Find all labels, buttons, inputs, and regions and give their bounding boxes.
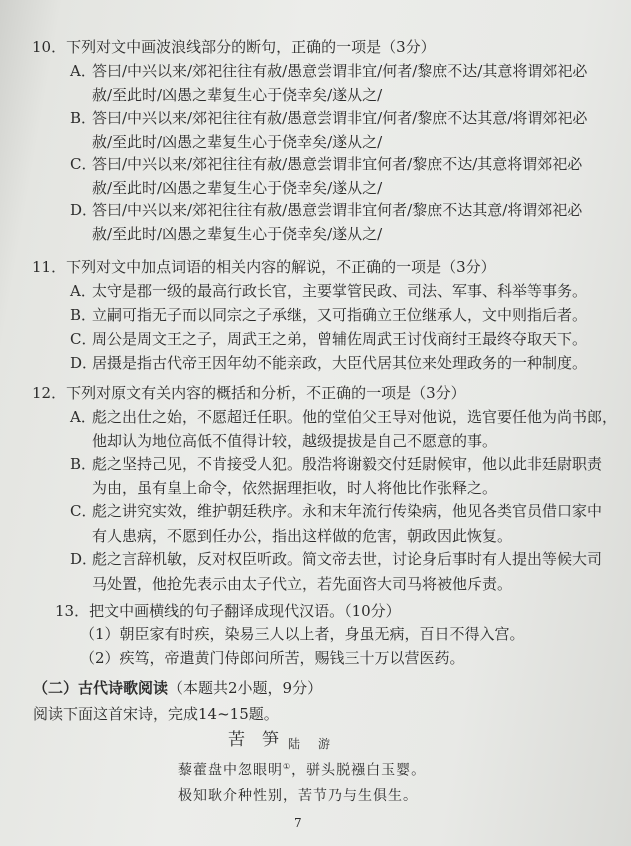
q10-option-b-text: 答曰/中兴以来/郊祀往往有赦/愚意尝谓非宜/何者/黎庶不达其意/将谓郊祀必 xyxy=(92,109,588,127)
q11-option-d-text: 居摄是指古代帝王因年幼不能亲政，大臣代居其位来处理政务的一种制度。 xyxy=(92,354,588,372)
question-12-stem: 12．下列对原文有关内容的概括和分析，不正确的一项是（3分） xyxy=(32,384,466,402)
q11-option-d-label: D． xyxy=(70,354,98,372)
poem-title: 苦 笋 xyxy=(228,730,279,750)
q10-option-b-text-cont: 赦/至此时/凶愚之辈复生心于侥幸矣/遂从之/ xyxy=(92,133,383,151)
q10-option-c-label: C． xyxy=(70,155,97,173)
q11-option-b-text: 立嗣可指无子而以同宗之子承继，又可指确立王位继承人，文中则指后者。 xyxy=(92,306,588,324)
poem-line-1-text-b: ，骈头脱襁白玉婴。 xyxy=(291,762,427,779)
q12-option-d-text: 彪之言辞机敏，反对权臣听政。简文帝去世，讨论身后事时有人提出等候大司 xyxy=(92,550,603,568)
poem-line-2: 极知耿介种性别，苦节乃与生俱生。 xyxy=(178,788,418,804)
q12-option-a-label: A． xyxy=(70,408,96,426)
q12-option-c-text: 彪之讲究实效，维护朝廷秩序。永和末年流行传染病，他见各类官员借口家中 xyxy=(92,502,603,520)
q10-option-d-text: 答曰/中兴以来/郊祀往往有赦/愚意尝谓非宜何者/黎庶不达其意/将谓郊祀必 xyxy=(92,201,583,219)
question-13-stem: 13．把文中画横线的句子翻译成现代汉语。（10分） xyxy=(55,602,401,620)
question-11-stem: 11．下列对文中加点词语的相关内容的解说，不正确的一项是（3分） xyxy=(32,258,496,276)
q10-option-d-text-cont: 赦/至此时/凶愚之辈复生心于侥幸矣/遂从之/ xyxy=(92,225,383,243)
q12-option-c-text-cont: 有人患病，不愿到任办公，指出这样做的危害，朝政因此恢复。 xyxy=(92,527,513,545)
q12-option-a-text: 彪之出仕之始，不愿超迁任职。他的堂伯父王导对他说，选官要任他为尚书郎， xyxy=(92,408,618,426)
q12-option-d-text-cont: 马处置，他抢先表示由太子代立，若先面咨大司马将被他斥责。 xyxy=(92,575,513,593)
footnote-marker: ① xyxy=(283,762,292,771)
q11-option-c-text: 周公是周文王之子，周武王之弟，曾辅佐周武王讨伐商纣王最终夺取天下。 xyxy=(92,330,588,348)
q13-item-2: （2）疾笃，帝遣黄门侍郎问所苦，赐钱三十万以营医药。 xyxy=(80,649,465,667)
section-2-instruction: 阅读下面这首宋诗，完成14~15题。 xyxy=(33,705,279,723)
q10-option-b-label: B． xyxy=(70,109,97,127)
q12-option-c-label: C． xyxy=(70,502,97,520)
q13-item-1: （1）朝臣家有时疾，染易三人以上者，身虽无病，百日不得入宫。 xyxy=(80,625,525,643)
q10-option-d-label: D． xyxy=(70,201,98,219)
q12-option-b-text: 彪之坚持己见，不肯接受人犯。殷浩将谢毅交付廷尉候审，他以此非廷尉职责 xyxy=(92,455,603,473)
poem-author: 陆 游 xyxy=(288,737,334,751)
q11-option-a-label: A． xyxy=(70,282,96,300)
section-2-heading xyxy=(33,679,322,697)
q12-option-d-label: D． xyxy=(70,550,98,568)
poem-line-1-text: 藜藿盘中忽眼明 xyxy=(178,762,283,779)
section-2-note: （本题共2小题，9分） xyxy=(168,679,323,697)
q10-option-c-text: 答曰/中兴以来/郊祀往往有赦/愚意尝谓非宜何者/黎庶不达/其意将谓郊祀必 xyxy=(92,155,583,173)
q10-option-a-label: A． xyxy=(70,62,96,80)
q11-option-a-text: 太守是郡一级的最高行政长官，主要掌管民政、司法、军事、科举等事务。 xyxy=(92,282,588,300)
q10-option-a-text-cont: 赦/至此时/凶愚之辈复生心于侥幸矣/遂从之/ xyxy=(92,86,383,104)
q11-option-c-label: C． xyxy=(70,330,97,348)
q12-option-b-label: B． xyxy=(70,455,97,473)
question-10-stem: 10．下列对文中画波浪线部分的断句，正确的一项是（3分） xyxy=(32,38,436,56)
poem-line-1 xyxy=(178,758,426,780)
q10-option-c-text-cont: 赦/至此时/凶愚之辈复生心于侥幸矣/遂从之/ xyxy=(92,179,383,197)
q10-option-a-text: 答曰/中兴以来/郊祀往往有赦/愚意尝谓非宜/何者/黎庶不达/其意将谓郊祀必 xyxy=(92,62,588,80)
q11-option-b-label: B． xyxy=(70,306,97,324)
page-number: 7 xyxy=(294,816,302,830)
q12-option-b-text-cont: 为由，虽有皇上命令，依然据理拒收，时人将他比作张释之。 xyxy=(92,479,498,497)
section-2-title: （二）古代诗歌阅读 xyxy=(33,679,169,697)
q12-option-a-text-cont: 他却认为地位高低不值得计较，越级提拔是自己不愿意的事。 xyxy=(92,432,498,450)
